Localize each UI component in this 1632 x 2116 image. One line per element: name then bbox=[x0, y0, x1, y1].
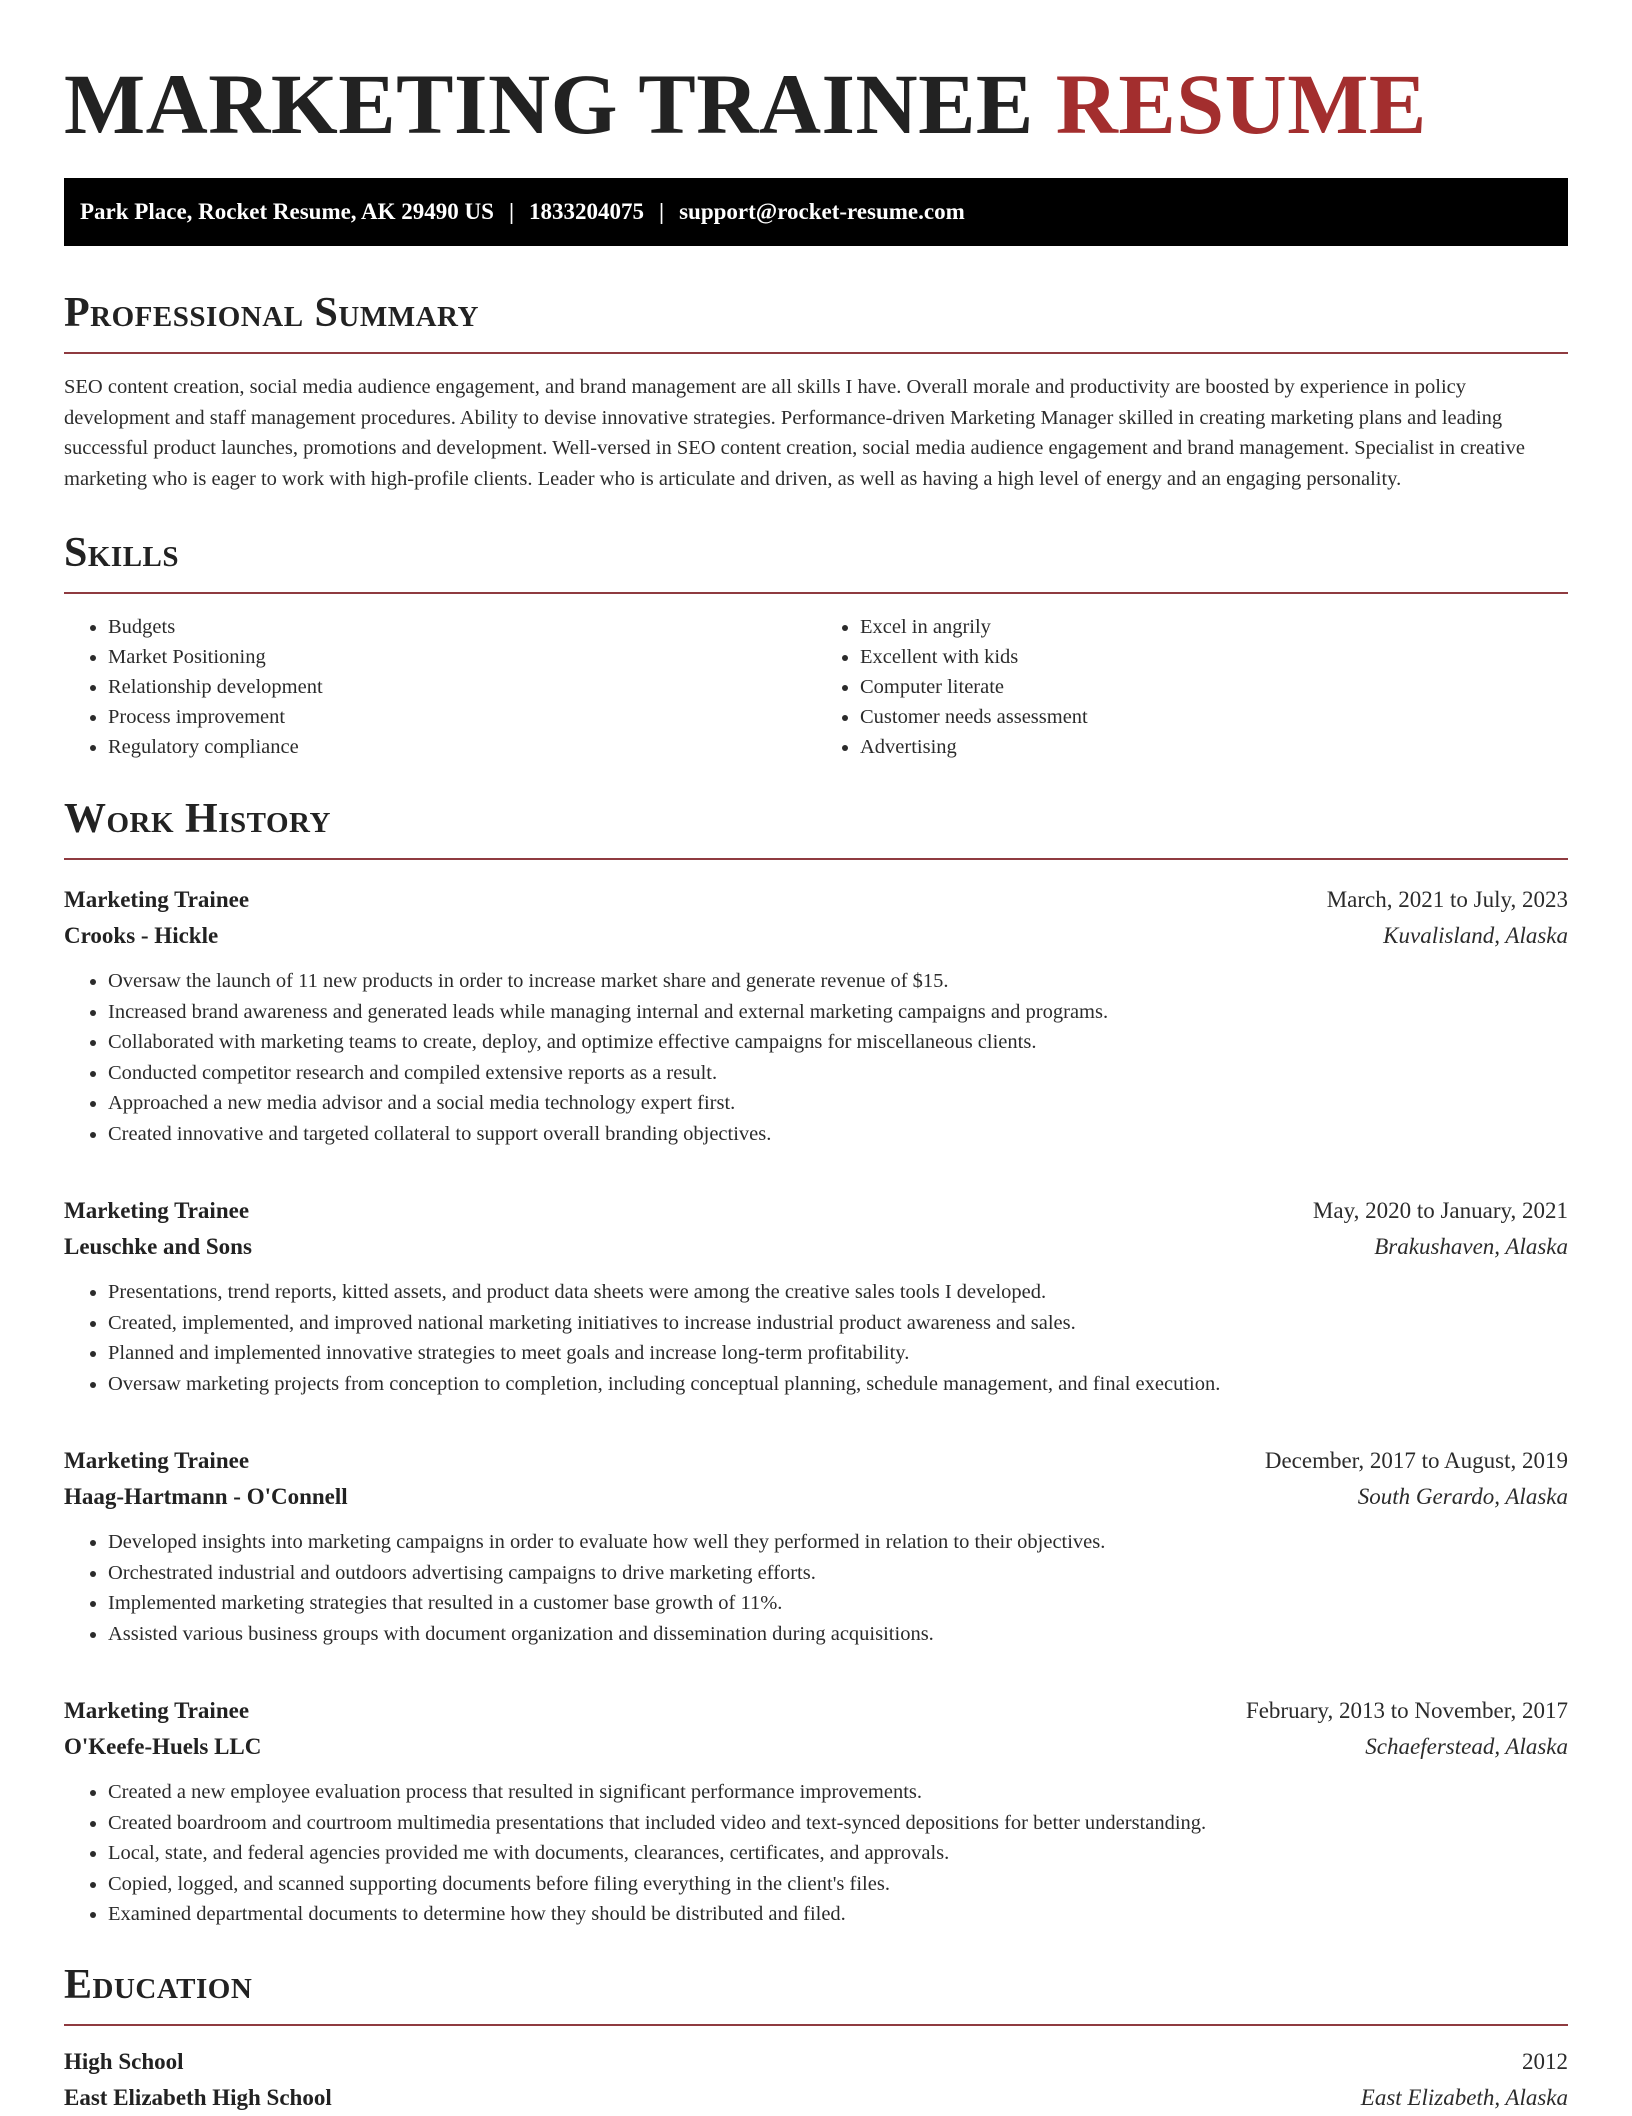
job-title: Marketing Trainee bbox=[64, 1448, 250, 1473]
skill-item: • Process improvement bbox=[108, 702, 816, 732]
contact-separator: | bbox=[659, 199, 665, 224]
job-dates: May, 2020 to January, 2021 bbox=[1312, 1198, 1568, 1223]
job-bullet: • Planned and implemented innovative strategies to meet goals and increase long-term profitability. bbox=[108, 1338, 1568, 1369]
section-heading-summary: Professional Summary bbox=[64, 290, 479, 336]
job-bullet: • Conducted competitor research and compiled extensive reports as a result. bbox=[108, 1058, 1568, 1089]
job-header-row bbox=[64, 1693, 1568, 1729]
job-entry bbox=[64, 1443, 1568, 1649]
education-section bbox=[64, 1960, 1568, 2116]
skill-item: • Customer needs assessment bbox=[860, 702, 1568, 732]
job-title: Marketing Trainee bbox=[64, 1198, 250, 1223]
contact-address: Park Place, Rocket Resume, AK 29490 US bbox=[80, 199, 494, 224]
job-bullet: • Assisted various business groups with document organization and dissemination during acquisitions. bbox=[108, 1619, 1568, 1650]
job-location: Schaeferstead, Alaska bbox=[1365, 1734, 1568, 1759]
job-company: Leuschke and Sons bbox=[64, 1234, 252, 1259]
job-bullet: • Collaborated with marketing teams to create, deploy, and optimize effective campaigns for miscellaneous clients. bbox=[108, 1027, 1568, 1058]
job-bullet: • Increased brand awareness and generated leads while managing internal and external marketing campaigns and programs. bbox=[108, 997, 1568, 1028]
job-bullets bbox=[64, 1777, 1568, 1930]
skill-item: • Regulatory compliance bbox=[108, 732, 816, 762]
section-divider bbox=[64, 352, 1568, 354]
education-school-row bbox=[64, 2080, 1568, 2116]
job-header-row bbox=[64, 882, 1568, 918]
job-bullet: • Local, state, and federal agencies provided me with documents, clearances, certificates, and approvals. bbox=[108, 1838, 1568, 1869]
job-company: Crooks - Hickle bbox=[64, 923, 219, 948]
section-heading-education: Education bbox=[64, 1961, 253, 2008]
job-entry bbox=[64, 882, 1568, 1149]
education-school: East Elizabeth High School bbox=[64, 2084, 332, 2110]
job-bullet: • Created a new employee evaluation process that resulted in significant performance improvements. bbox=[108, 1777, 1568, 1808]
job-company: Haag-Hartmann - O'Connell bbox=[64, 1484, 348, 1509]
job-bullets bbox=[64, 966, 1568, 1149]
section-divider bbox=[64, 2024, 1568, 2026]
job-bullet: • Oversaw marketing projects from conception to completion, including conceptual planning, schedule management, and final execution. bbox=[108, 1369, 1568, 1400]
job-company-row bbox=[64, 1479, 1568, 1515]
job-title: Marketing Trainee bbox=[64, 1698, 250, 1723]
job-entry bbox=[64, 1193, 1568, 1399]
contact-separator: | bbox=[508, 199, 515, 224]
job-company-row bbox=[64, 918, 1568, 954]
contact-phone: 1833204075 bbox=[529, 199, 645, 224]
skill-item: • Relationship development bbox=[108, 672, 816, 702]
job-bullet: • Created, implemented, and improved national marketing initiatives to increase industrial product awareness and sales. bbox=[108, 1308, 1568, 1339]
job-location: Kuvalisland, Alaska bbox=[1383, 923, 1568, 948]
job-location: South Gerardo, Alaska bbox=[1357, 1484, 1568, 1509]
education-entry bbox=[64, 2044, 1568, 2116]
education-degree: High School bbox=[64, 2048, 184, 2074]
summary-text: SEO content creation, social media audience engagement, and brand management are all skills I have. Overall morale and productivity are boosted by experience in policy development and staff management procedures. Ability to devise innovative strategies. Performance-driven Marketing Manager skilled in creating marketing plans and leading successful product launches, promotions and development. Well-versed in SEO content creation, social media audience engagement and brand management. Specialist in creative marketing who is eager to work with high-profile clients. Leader who is articulate and driven, as well as having a high level of energy and an engaging personality. bbox=[64, 376, 1525, 490]
job-location: Brakushaven, Alaska bbox=[1374, 1234, 1568, 1259]
job-bullet: • Examined departmental documents to determine how they should be distributed and filed. bbox=[108, 1899, 1568, 1930]
skills-column-left bbox=[64, 612, 816, 762]
education-year: 2012 bbox=[1522, 2048, 1568, 2074]
job-entry bbox=[64, 1693, 1568, 1930]
job-dates: February, 2013 to November, 2017 bbox=[1245, 1698, 1568, 1723]
skills-section bbox=[64, 528, 1568, 762]
job-bullet: • Developed insights into marketing campaigns in order to evaluate how well they performed in relation to their objectives. bbox=[108, 1527, 1568, 1558]
contact-bar bbox=[64, 178, 1568, 246]
job-dates: December, 2017 to August, 2019 bbox=[1264, 1448, 1568, 1473]
job-bullets bbox=[64, 1527, 1568, 1649]
skills-column-right bbox=[816, 612, 1568, 762]
section-divider bbox=[64, 592, 1568, 594]
job-bullet: • Copied, logged, and scanned supporting documents before filing everything in the client's files. bbox=[108, 1869, 1568, 1900]
job-bullet: • Approached a new media advisor and a social media technology expert first. bbox=[108, 1088, 1568, 1119]
job-company-row bbox=[64, 1229, 1568, 1265]
section-heading-skills: Skills bbox=[64, 530, 180, 576]
job-bullet: • Presentations, trend reports, kitted assets, and product data sheets were among the creative sales tools I developed. bbox=[108, 1277, 1568, 1308]
job-company-row bbox=[64, 1729, 1568, 1765]
job-header-row bbox=[64, 1443, 1568, 1479]
job-title: Marketing Trainee bbox=[64, 887, 250, 912]
job-bullet: • Implemented marketing strategies that resulted in a customer base growth of 11%. bbox=[108, 1588, 1568, 1619]
job-bullet: • Orchestrated industrial and outdoors advertising campaigns to drive marketing efforts. bbox=[108, 1558, 1568, 1589]
skill-item: • Excellent with kids bbox=[860, 642, 1568, 672]
skill-item: • Computer literate bbox=[860, 672, 1568, 702]
education-location: East Elizabeth, Alaska bbox=[1360, 2084, 1568, 2110]
skill-item: • Market Positioning bbox=[108, 642, 816, 672]
skill-item: • Budgets bbox=[108, 612, 816, 642]
skill-item: • Advertising bbox=[860, 732, 1568, 762]
work-history-section bbox=[64, 794, 1568, 1930]
job-dates: March, 2021 to July, 2023 bbox=[1326, 887, 1568, 912]
education-header-row bbox=[64, 2044, 1568, 2080]
section-heading-work-history: Work History bbox=[64, 796, 331, 842]
job-company: O'Keefe-Huels LLC bbox=[64, 1734, 262, 1759]
job-bullet: • Created boardroom and courtroom multimedia presentations that included video and text-synced depositions for better understanding. bbox=[108, 1808, 1568, 1839]
title-main: MARKETING TRAINEE bbox=[64, 56, 1034, 152]
job-bullet: • Created innovative and targeted collateral to support overall branding objectives. bbox=[108, 1119, 1568, 1150]
contact-email: support@rocket-resume.com bbox=[679, 199, 965, 224]
skills-grid bbox=[64, 612, 1568, 762]
summary-section bbox=[64, 288, 1568, 494]
skill-item: • Excel in angrily bbox=[860, 612, 1568, 642]
title-accent: RESUME bbox=[1055, 56, 1427, 152]
job-bullets bbox=[64, 1277, 1568, 1399]
job-bullet: • Oversaw the launch of 11 new products in order to increase market share and generate revenue of $15. bbox=[108, 966, 1568, 997]
section-divider bbox=[64, 858, 1568, 860]
resume-title bbox=[64, 58, 1568, 150]
job-header-row bbox=[64, 1193, 1568, 1229]
